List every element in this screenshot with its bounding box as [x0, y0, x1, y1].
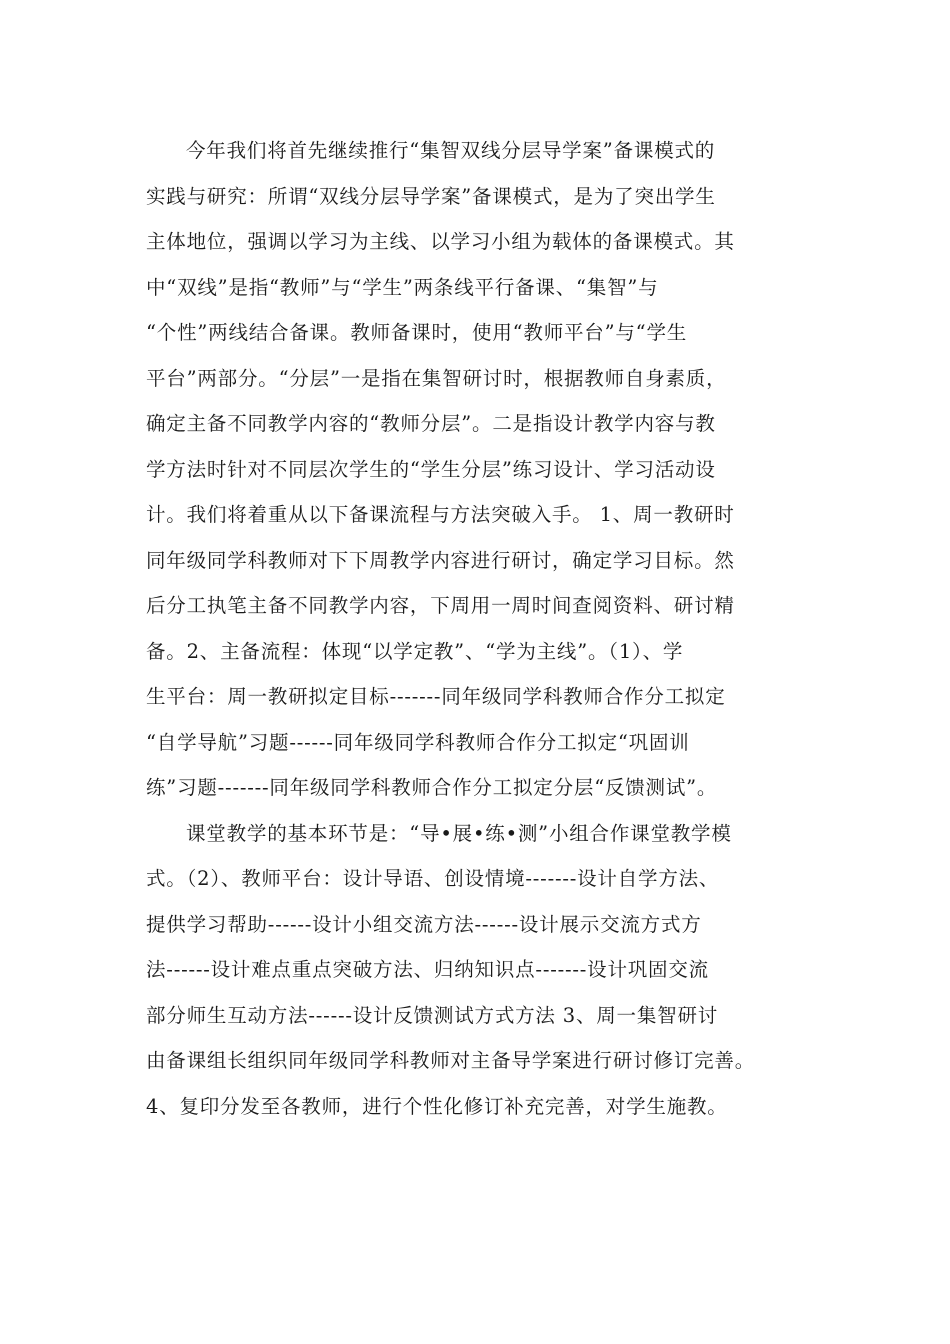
text-line: 课堂教学的基本环节是：“导•展•练•测”小组合作课堂教学模: [186, 821, 732, 845]
text-line: 平台”两部分。“分层”一是指在集智研讨时，根据教师自身素质，: [146, 366, 727, 390]
text-line: 同年级同学科教师对下下周教学内容进行研讨，确定学习目标。然: [146, 548, 735, 572]
text-line: 4、复印分发至各教师，进行个性化修订补充完善，对学生施教。: [146, 1094, 728, 1118]
text-line: 部分师生互动方法------设计反馈测试方式方法 3、周一集智研讨: [146, 1003, 719, 1027]
text-line: 主体地位，强调以学习为主线、以学习小组为载体的备课模式。其: [146, 230, 735, 253]
body-text: [146, 128, 826, 1129]
text-line: 学方法时针对不同层次学生的“学生分层”练习设计、学习活动设: [146, 457, 716, 481]
text-line: 实践与研究：所谓“双线分层导学案”备课模式，是为了突出学生: [146, 184, 716, 208]
text-line: 计。我们将着重从以下备课流程与方法突破入手。 1、周一教研时: [146, 503, 735, 526]
text-line: 生平台：周一教研拟定目标-------同年级同学科教师合作分工拟定: [146, 685, 726, 708]
text-line: 今年我们将首先继续推行“集智双线分层导学案”备课模式的: [186, 139, 716, 162]
text-line: 确定主备不同教学内容的“教师分层”。二是指设计教学内容与教: [146, 412, 716, 435]
text-line: 式。（2）、教师平台：设计导语、创设情境-------设计自学方法、: [146, 867, 720, 890]
text-line: 后分工执笔主备不同教学内容，下周用一周时间查阅资料、研讨精: [146, 594, 735, 617]
text-line: 法------设计难点重点突破方法、归纳知识点-------设计巩固交流: [146, 958, 709, 981]
text-line: 练”习题-------同年级同学科教师合作分工拟定分层“反馈测试”。: [146, 776, 718, 799]
text-line: 由备课组长组织同年级同学科教师对主备导学案进行研讨修订完善。: [146, 1049, 756, 1072]
text-line: 备。2、主备流程：体现“以学定教”、“学为主线”。（1）、学: [146, 639, 684, 663]
text-line: “自学导航”习题------同年级同学科教师合作分工拟定“巩固训: [146, 730, 690, 754]
text-line: “个性”两线结合备课。教师备课时，使用“教师平台”与“学生: [146, 321, 688, 344]
text-line: 中“双线”是指“教师”与“学生”两条线平行备课、“集智”与: [146, 275, 659, 299]
text-line: 提供学习帮助------设计小组交流方法------设计展示交流方式方: [146, 912, 702, 936]
